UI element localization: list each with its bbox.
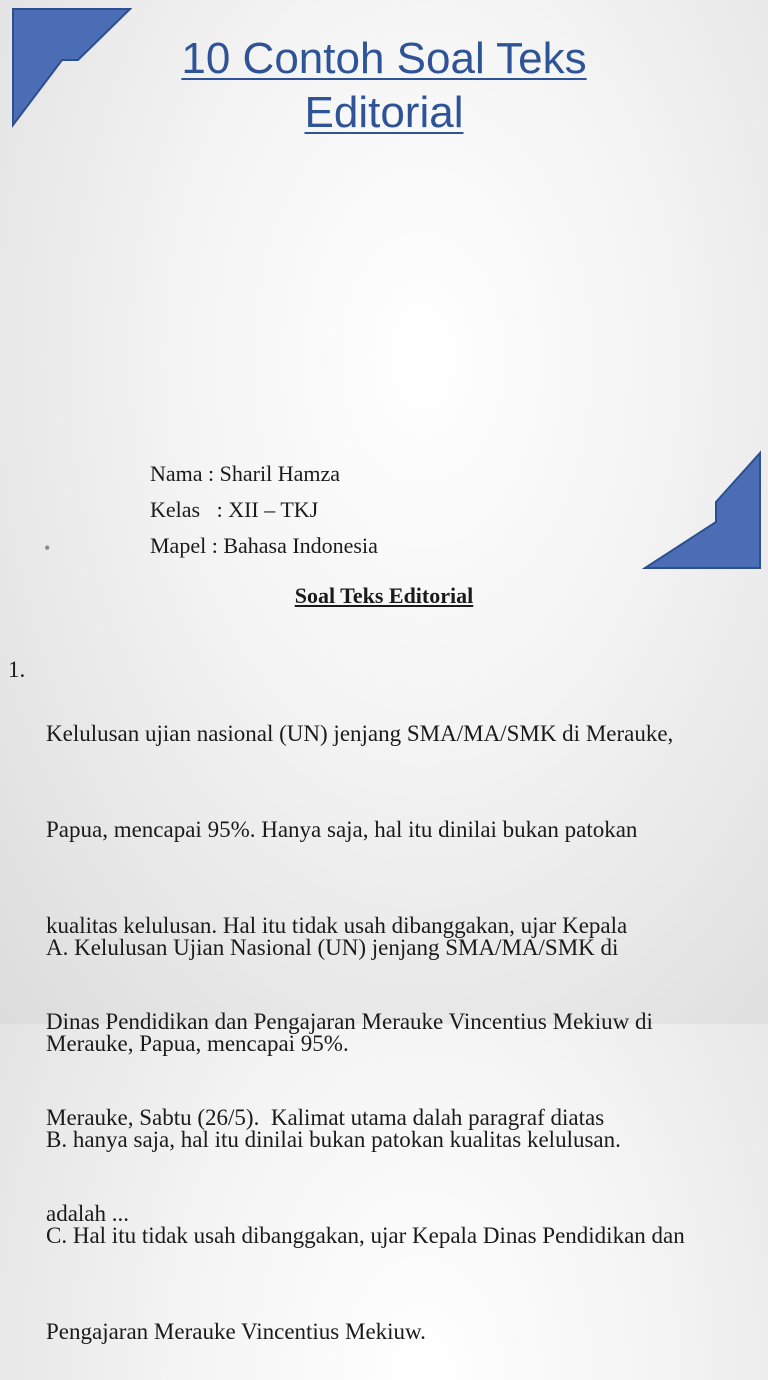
question-line: Kelulusan ujian nasional (UN) jenjang SMA/MA/SMK di Merauke,	[46, 721, 674, 746]
student-subject: Mapel : Bahasa Indonesia	[150, 533, 378, 558]
student-info	[150, 456, 378, 564]
question-line: Papua, mencapai 95%. Hanya saja, hal itu dinilai bukan patokan	[46, 817, 638, 842]
option-b: B. hanya saja, hal itu dinilai bukan patokan kualitas kelulusan.	[46, 1127, 621, 1152]
title-line-1: 10 Contoh Soal Teks	[181, 34, 587, 83]
option-c-line-2: Pengajaran Merauke Vincentius Mekiuw.	[46, 1319, 426, 1344]
page-title	[0, 32, 768, 140]
student-class: Kelas : XII – TKJ	[150, 497, 319, 522]
option-c-line-1: C. Hal itu tidak usah dibanggakan, ujar Kepala Dinas Pendidikan dan	[46, 1223, 685, 1248]
question-line: Dinas Pendidikan dan Pengajaran Merauke Vincentius Mekiuw di	[46, 1009, 653, 1034]
corner-decoration-bottom-right-icon	[642, 450, 762, 570]
section-heading: Soal Teks Editorial	[294, 583, 474, 608]
question-line: kualitas kelulusan. Hal itu tidak usah dibanggakan, ujar Kepala	[46, 913, 628, 938]
question-line: Merauke, Sabtu (26/5). Kalimat utama dalah paragraf diatas	[46, 1105, 605, 1130]
option-a-line-1: A. Kelulusan Ujian Nasional (UN) jenjang SMA/MA/SMK di	[46, 935, 619, 960]
title-line-2: Editorial	[304, 88, 464, 137]
question-line: adalah ...	[46, 1201, 130, 1226]
option-a-line-2: Merauke, Papua, mencapai 95%.	[46, 1031, 349, 1056]
answer-options	[46, 868, 685, 1380]
bullet-marker: •	[44, 538, 51, 558]
question-number: 1.	[8, 657, 26, 682]
student-name: Nama : Sharil Hamza	[150, 461, 340, 486]
